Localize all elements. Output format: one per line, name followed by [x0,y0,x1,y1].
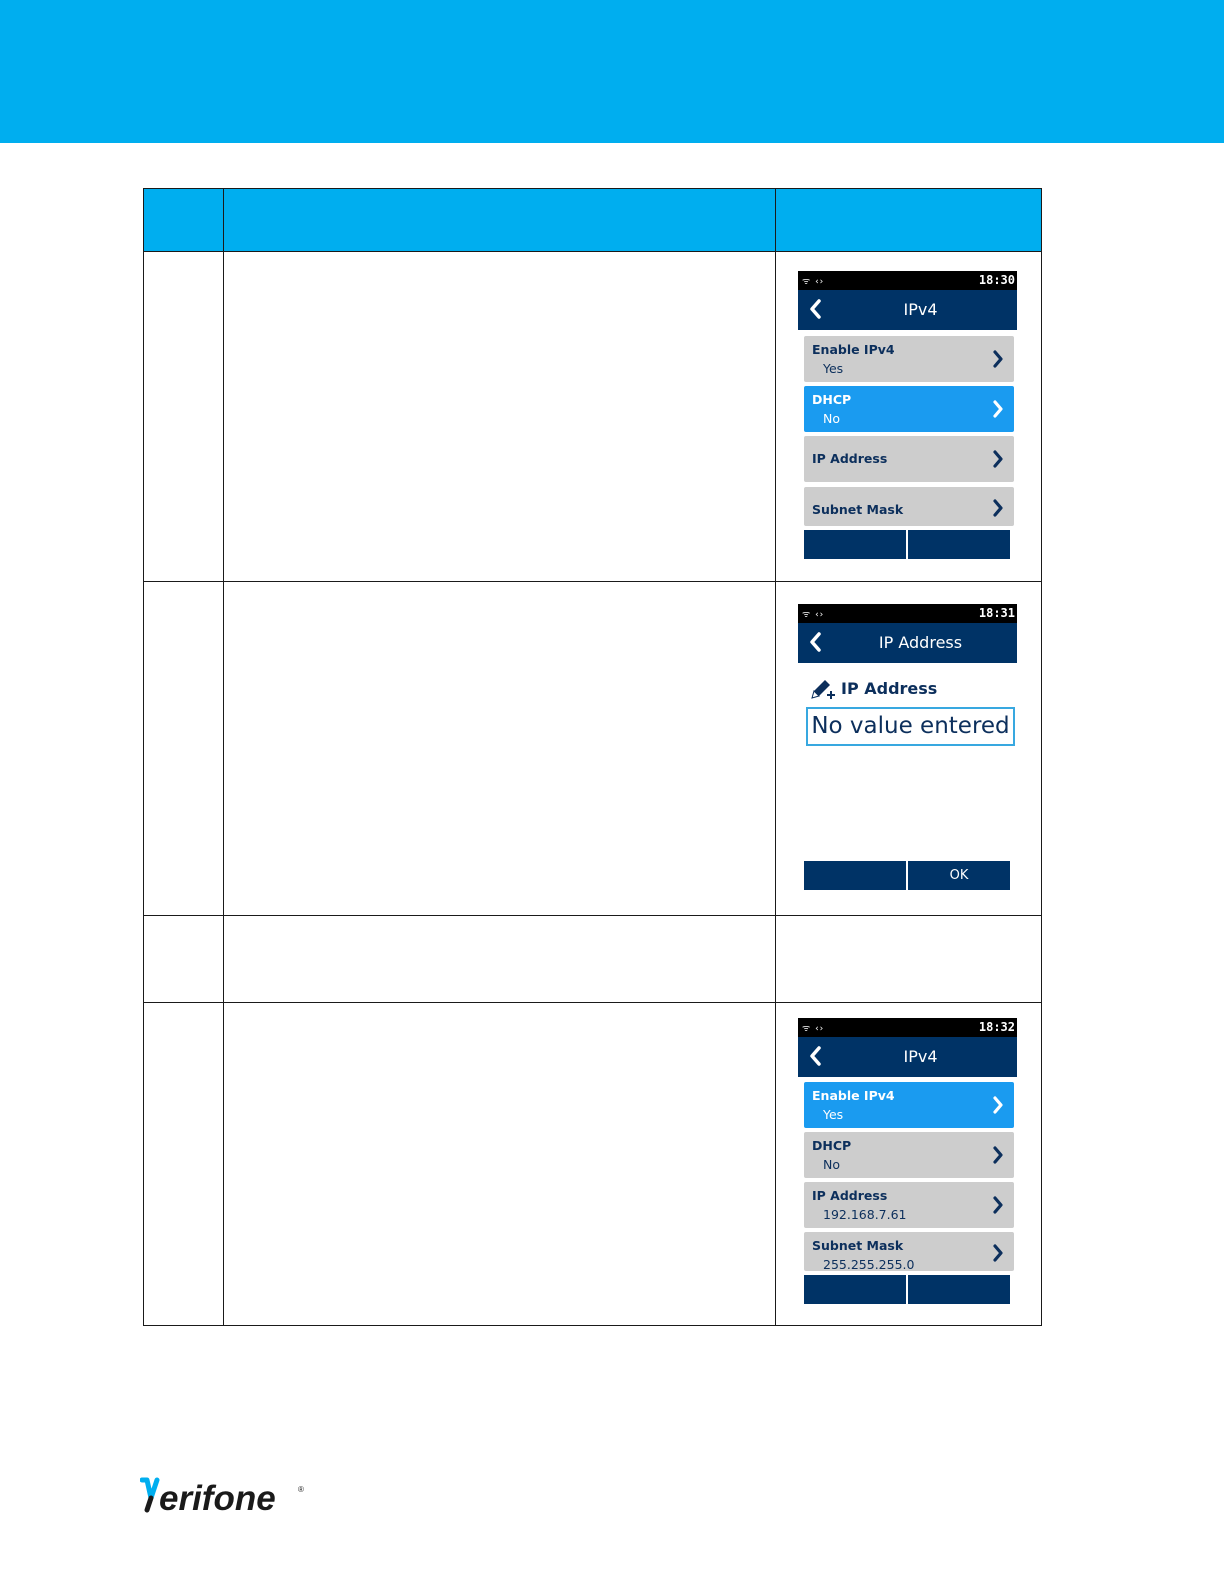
status-clock: 18:32 [978,1020,1015,1034]
menu-item-subnet-mask[interactable] [804,487,1014,526]
chevron-right-icon [992,1196,1004,1214]
softkey-left[interactable] [804,1275,906,1304]
page-header-band [0,0,1224,143]
menu-item-label: Subnet Mask [812,1238,904,1253]
menu-item-value: No [823,411,840,426]
menu-item-label: DHCP [812,1138,852,1153]
menu-item-subnet-mask[interactable] [804,1232,1014,1271]
softkey-right[interactable] [908,530,1010,559]
menu-item-enable-ipv4[interactable] [804,1082,1014,1128]
softkey-bar [804,1275,1011,1304]
chevron-right-icon [992,1146,1004,1164]
chevron-right-icon [992,1096,1004,1114]
menu-item-enable-ipv4[interactable] [804,336,1014,382]
logo-registered-mark: ® [298,1485,304,1494]
row-divider [144,581,1041,582]
menu-item-value: Yes [823,1107,844,1122]
field-label-text: IP Address [841,679,938,698]
status-bar [798,1018,1017,1037]
terminal-screen-ipv4-configured [798,1018,1017,1308]
menu-item-value: Yes [823,361,844,376]
ok-button[interactable]: OK [908,861,1010,890]
chevron-right-icon [992,400,1004,418]
signal-icon: ᯤ ‹› [802,1024,825,1034]
softkey-left[interactable] [804,530,906,559]
menu-item-label: IP Address [812,1188,888,1203]
status-bar [798,604,1017,623]
screen-title: IPv4 [903,300,938,319]
chevron-right-icon [992,350,1004,368]
softkey-bar [804,530,1011,559]
signal-icon: ᯤ ‹› [802,277,825,287]
logo-wordmark: erifone [159,1479,276,1518]
terminal-screen-ipv4-initial [798,271,1017,561]
menu-item-label: IP Address [812,451,888,466]
chevron-right-icon [992,499,1004,517]
menu-item-label: Enable IPv4 [812,342,895,357]
menu-item-label: Subnet Mask [812,502,904,517]
screen-title-bar [798,1037,1017,1077]
screen-title: IPv4 [903,1047,938,1066]
menu-item-dhcp[interactable] [804,386,1014,432]
softkey-bar [804,861,1011,890]
status-clock: 18:30 [978,273,1015,287]
softkey-right[interactable] [908,1275,1010,1304]
screen-title-bar [798,623,1017,663]
verifone-logo [140,1472,320,1518]
terminal-screen-ip-entry [798,604,1017,894]
row-divider [144,1002,1041,1003]
menu-item-value: 255.255.255.0 [823,1257,915,1271]
screen-title-bar [798,290,1017,330]
menu-item-ip-address[interactable] [804,436,1014,482]
edit-pencil-icon [808,676,836,702]
column-divider-step [223,189,224,1325]
chevron-right-icon [992,450,1004,468]
ip-address-input[interactable]: No value entered [806,707,1015,746]
menu-item-label: Enable IPv4 [812,1088,895,1103]
menu-item-dhcp[interactable] [804,1132,1014,1178]
status-clock: 18:31 [978,606,1015,620]
softkey-left[interactable] [804,861,906,890]
menu-item-ip-address[interactable] [804,1182,1014,1228]
menu-item-value: 192.168.7.61 [823,1207,907,1222]
procedure-table [143,188,1042,1326]
menu-item-value: No [823,1157,840,1172]
ip-address-field-label [808,676,1008,702]
status-bar [798,271,1017,290]
chevron-right-icon [992,1244,1004,1262]
screen-title: IP Address [878,633,963,652]
signal-icon: ᯤ ‹› [802,610,825,620]
menu-item-label: DHCP [812,392,852,407]
table-header-row [144,189,1041,252]
row-divider [144,915,1041,916]
column-divider-action [775,189,776,1325]
